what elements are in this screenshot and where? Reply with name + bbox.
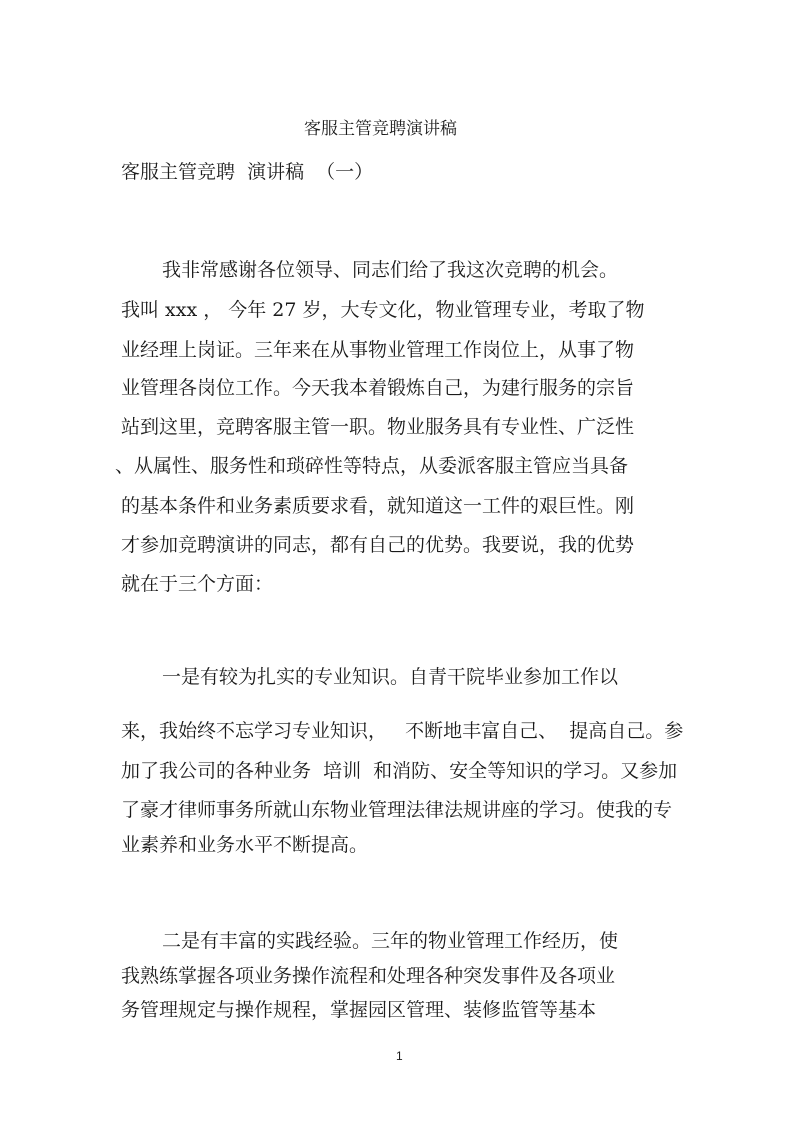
text-line: 加了我公司的各种业务 培训 和消防、安全等知识的学习。又参加 <box>121 760 678 782</box>
text-line: 我熟练掌握各项业务操作流程和处理各种突发事件及各项业 <box>121 965 616 987</box>
text-line: 业素养和业务水平不断提高。 <box>121 834 369 856</box>
text-line: 业经理上岗证。三年来在从事物业管理工作岗位上，从事了物 <box>121 339 635 361</box>
text-line: 业管理各岗位工作。今天我本着锻炼自己，为建行服务的宗旨 <box>121 377 635 399</box>
text-line: 二是有丰富的实践经验。三年的物业管理工作经历，使 <box>162 930 619 952</box>
text-line: 的基本条件和业务素质要求看，就知道这一工件的艰巨性。刚 <box>121 495 635 517</box>
document-title: 客服主管竞聘演讲稿 <box>304 119 457 139</box>
text-line: 就在于三个方面： <box>121 573 274 595</box>
text-line: 一是有较为扎实的专业知识。自青干院毕业参加工作以 <box>162 666 619 688</box>
document-subtitle: 客服主管竞聘 演讲稿 （一） <box>121 161 374 183</box>
text-line: 了豪才律师事务所就山东物业管理法律法规讲座的学习。使我的专 <box>121 799 673 821</box>
text-line: 我叫 xxx ， 今年 27 岁，大专文化，物业管理专业，考取了物 <box>121 299 645 321</box>
page-number: 1 <box>396 1049 403 1063</box>
text-line: 、从属性、服务性和琐碎性等特点，从委派客服主管应当具备 <box>115 455 629 477</box>
text-line: 务管理规定与操作规程，掌握园区管理、装修监管等基本 <box>121 999 597 1021</box>
text-line: 来，我始终不忘学习专业知识， 不断地丰富自己、 提高自己。参 <box>121 720 684 742</box>
text-line: 站到这里，竞聘客服主管一职。物业服务具有专业性、广泛性 <box>121 416 635 438</box>
text-line: 才参加竞聘演讲的同志，都有自己的优势。我要说，我的优势 <box>121 534 635 556</box>
text-line: 我非常感谢各位领导、同志们给了我这次竞聘的机会。 <box>162 259 619 281</box>
